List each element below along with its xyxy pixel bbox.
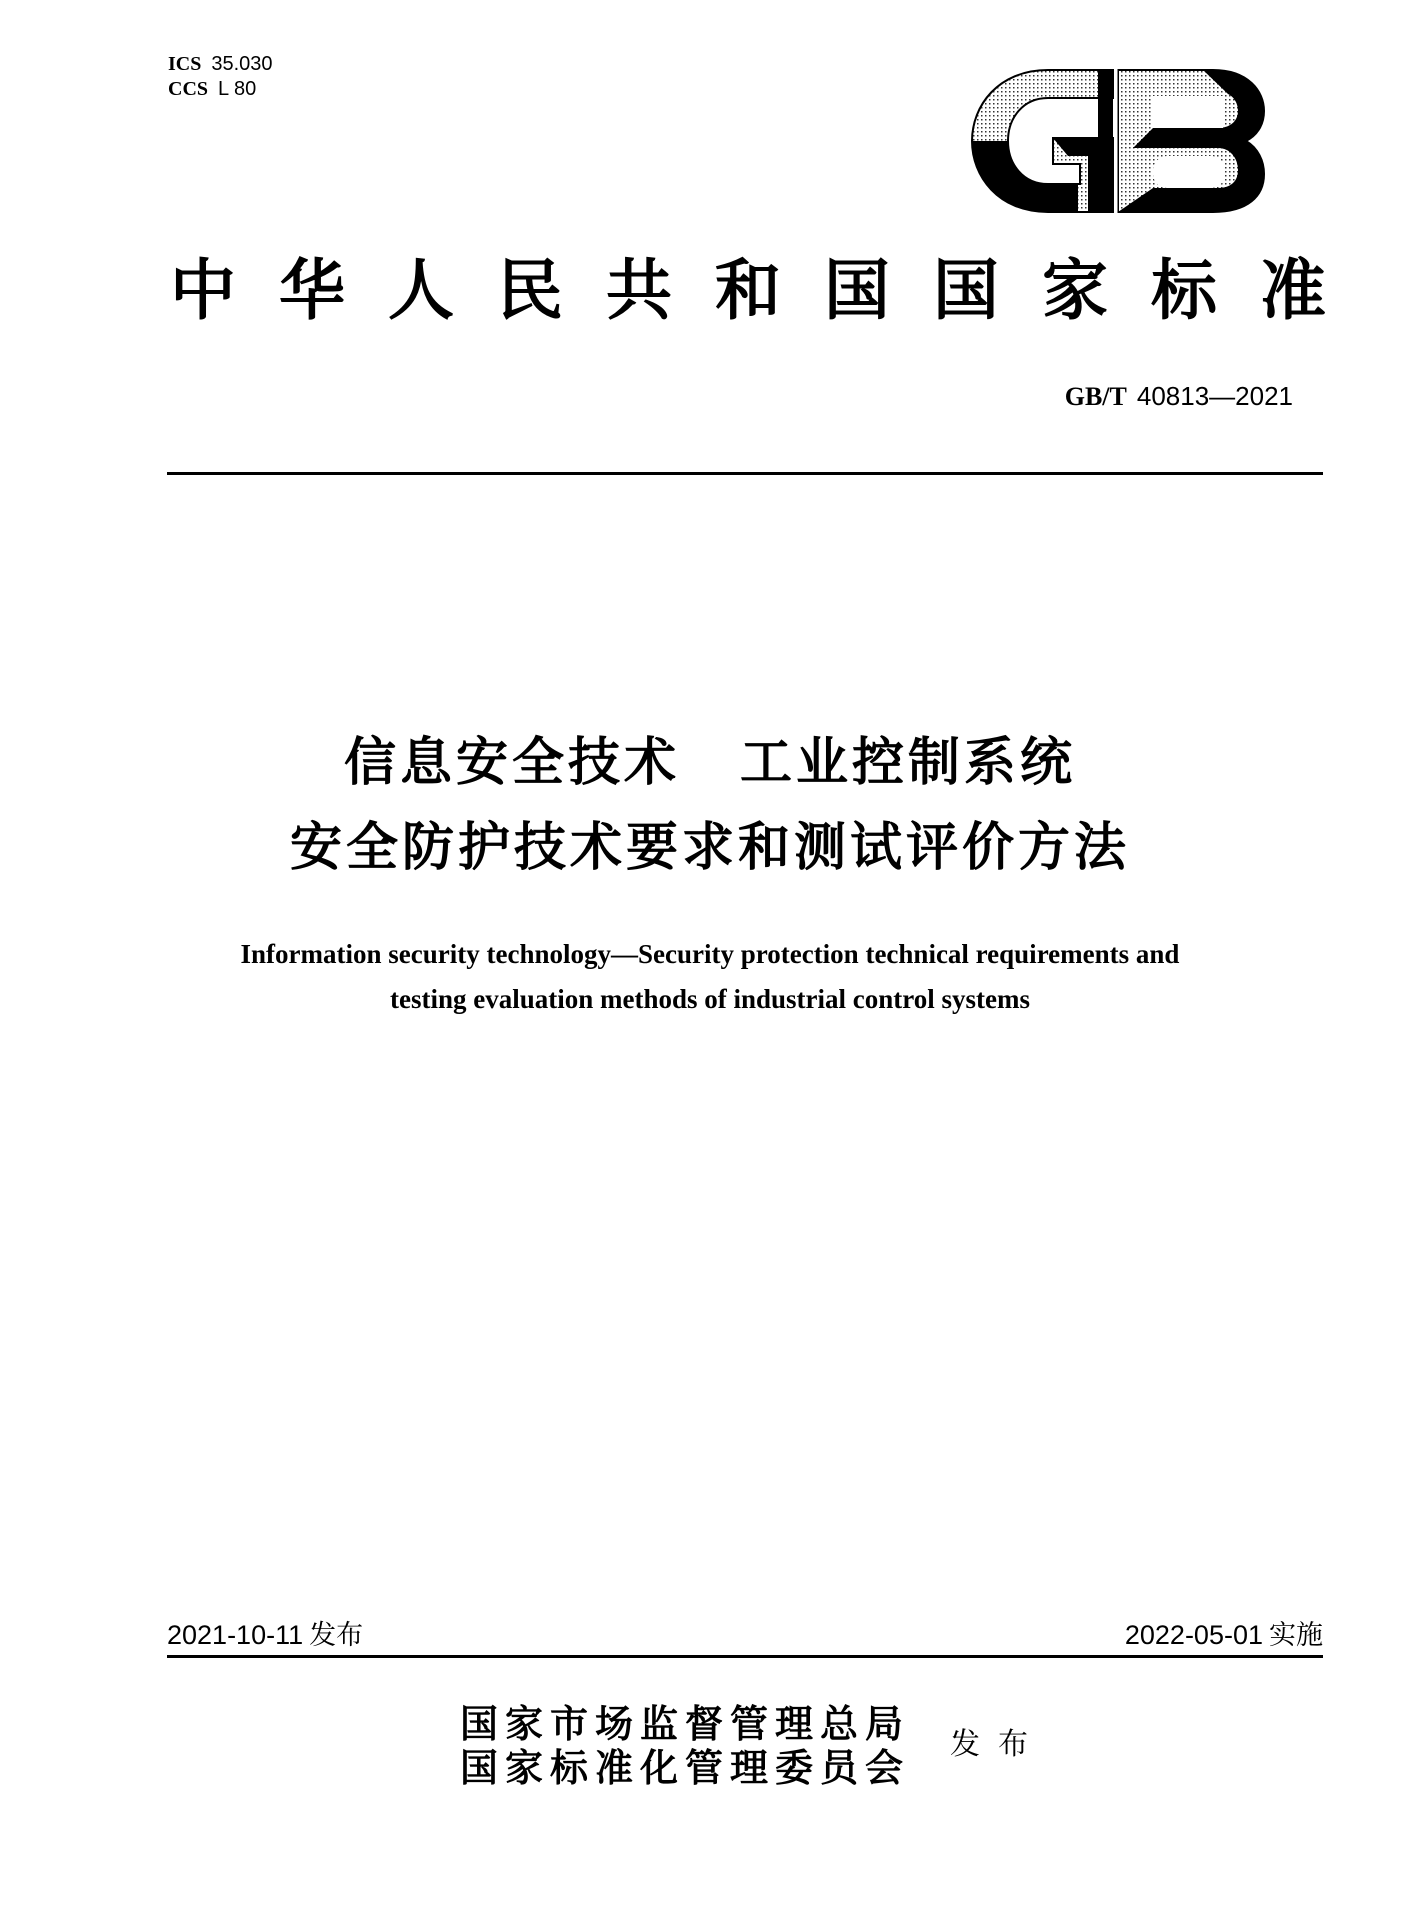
publisher-samr: 国家市场监督管理总局 <box>460 1701 911 1746</box>
implementation-date-value: 2022-05-01 <box>1124 1620 1263 1650</box>
issue-date-label: 发布 <box>309 1620 364 1651</box>
implementation-date-label: 实施 <box>1269 1620 1323 1651</box>
ics-label: ICS <box>168 53 202 75</box>
standard-number <box>1065 380 1293 413</box>
title-char: 共 <box>606 251 672 329</box>
bottom-divider <box>167 1655 1323 1658</box>
ics-code <box>168 52 273 77</box>
ics-value: 35.030 <box>211 53 273 75</box>
gb-logo-icon <box>968 66 1268 216</box>
english-title-line-1: Information security technology—Security protection technical requirements and <box>240 939 1180 969</box>
title-char: 准 <box>1260 251 1326 329</box>
standard-code: 40813—2021 <box>1136 381 1293 411</box>
publish-label: 发布 <box>950 1727 1046 1762</box>
standard-prefix: GB/T <box>1064 382 1127 411</box>
chinese-title-part-2: 工业控制系统 <box>740 733 1077 793</box>
publisher-sac: 国家标准化管理委员会 <box>460 1745 911 1790</box>
title-char: 中 <box>170 251 236 329</box>
chinese-title-line-2: 安全防护技术要求和测试评价方法 <box>289 818 1130 878</box>
publishers-block <box>460 1702 910 1790</box>
implementation-date <box>1125 1618 1323 1653</box>
ccs-value: L 80 <box>218 78 257 100</box>
title-char: 国 <box>933 251 999 329</box>
title-char: 标 <box>1151 251 1217 329</box>
ccs-label: CCS <box>168 78 209 100</box>
title-char: 华 <box>279 251 345 329</box>
title-char: 人 <box>388 251 454 329</box>
title-char: 民 <box>497 251 563 329</box>
chinese-title-part-1: 信息安全技术 <box>343 733 680 793</box>
issue-date-value: 2021-10-11 <box>167 1620 304 1650</box>
top-divider <box>167 472 1323 475</box>
national-standard-title <box>163 250 1333 330</box>
chinese-title-line-1 <box>0 732 1420 794</box>
ccs-code <box>168 77 256 102</box>
title-char: 国 <box>824 251 890 329</box>
title-char: 家 <box>1042 251 1108 329</box>
english-title-line-2: testing evaluation methods of industrial control systems <box>389 984 1030 1014</box>
issue-date <box>167 1618 363 1653</box>
title-char: 和 <box>715 251 781 329</box>
